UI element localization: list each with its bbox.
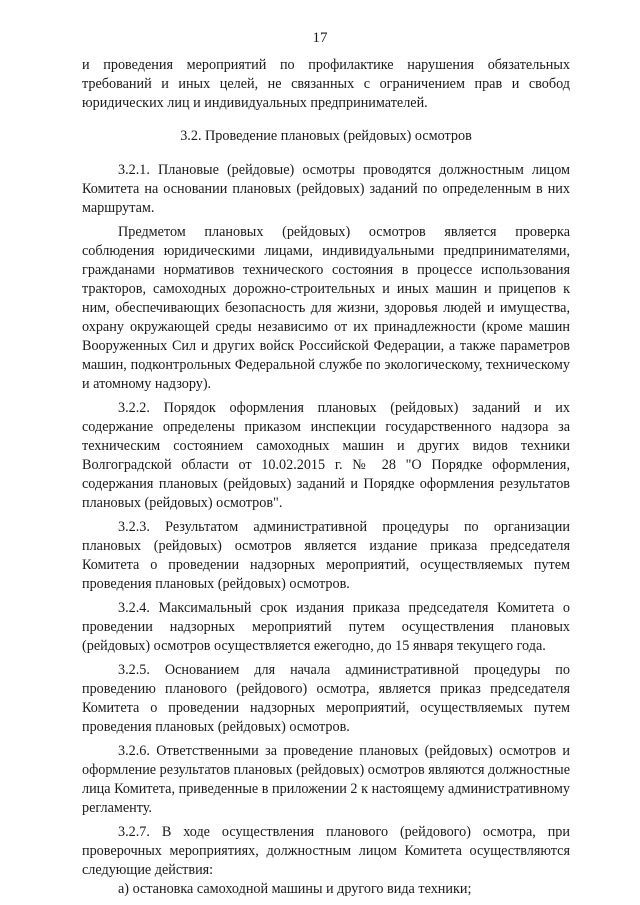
paragraph-3-2-3: 3.2.3. Результатом административной процедуры по организации плановых (рейдовых) осмотров является издание приказа председателя Комитета о проведении надзорных мероприятий, осуществляемых путем проведения плановых (рейдовых) осмотров. bbox=[82, 519, 570, 592]
paragraph-3-2-2: 3.2.2. Порядок оформления плановых (рейдовых) заданий и их содержание определены приказом инспекции государственного надзора за техническим состоянием самоходных машин и других видов техники Волгоградской области от 10.02.2015 г. № 28 "О Порядке оформления, содержания плановых (рейдовых) заданий и Порядке оформления результатов плановых (рейдовых) осмотров". bbox=[82, 400, 570, 511]
paragraph-3-2-7: 3.2.7. В ходе осуществления планового (рейдового) осмотра, при проверочных мероприятиях, должностным лицом Комитета осуществляются следующие действия: bbox=[82, 824, 570, 878]
paragraph-3-2-5: 3.2.5. Основанием для начала административной процедуры по проведению планового (рейдового) осмотра, является приказ председателя Комитета о проведении надзорных мероприятий, осуществляемых путем проведения плановых (рейдовых) осмотров. bbox=[82, 662, 570, 735]
page-number: 17 bbox=[312, 30, 328, 46]
paragraph-subject: Предметом плановых (рейдовых) осмотров является проверка соблюдения юридическими лицами, индивидуальными предпринимателями, гражданами нормативов технического состояния в процессе использования тракторов, самоходных дорожно-строительных и иных машин и прицепов к ним, обеспечивающих безопасность для жизни, здоровья людей и имущества, охрану окружающей среды независимо от их принадлежности (кроме машин Вооруженных Сил и других войск Российской Федерации, а также параметров машин, подконтрольных Федеральной службе по экологическому, техническому и атомному надзору). bbox=[82, 224, 570, 392]
section-heading: 3.2. Проведение плановых (рейдовых) осмотров bbox=[180, 128, 472, 144]
paragraph-3-2-6: 3.2.6. Ответственными за проведение плановых (рейдовых) осмотров и оформление результатов плановых (рейдовых) осмотров являются должностные лица Комитета, приведенные в приложении 2 к настоящему административному регламенту. bbox=[82, 743, 570, 816]
paragraph-continuation: и проведения мероприятий по профилактике нарушения обязательных требований и иных целей, не связанных с ограничением прав и свобод юридических лиц и индивидуальных предпринимателей. bbox=[82, 57, 570, 111]
list-item: а) остановка самоходной машины и другого вида техники; bbox=[118, 881, 472, 897]
paragraph-3-2-1: 3.2.1. Плановые (рейдовые) осмотры проводятся должностным лицом Комитета на основании плановых (рейдовых) заданий по определенным в них маршрутам. bbox=[82, 162, 570, 216]
paragraph-3-2-4: 3.2.4. Максимальный срок издания приказа председателя Комитета о проведении надзорных мероприятий путем осуществления плановых (рейдовых) осмотров осуществляется ежегодно, до 15 января текущего года. bbox=[82, 600, 570, 654]
document-body bbox=[82, 56, 570, 899]
